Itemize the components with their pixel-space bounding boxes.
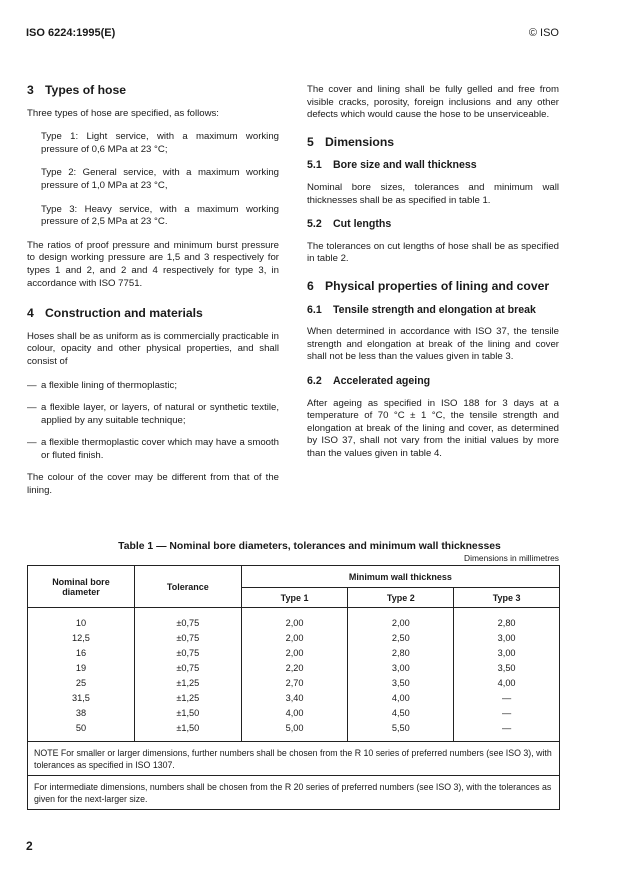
tolerance-cell: ±1,25 [134, 691, 241, 706]
section-6-1-heading [307, 304, 559, 317]
table-row [28, 616, 560, 631]
section-6-2-paragraph: After ageing as specified in ISO 188 for 3 days at a temperature of 70 °C ± 1 °C, the tensile strength and elongation at break of the lining and cover, as determined by ISO 37, shall not vary from the initial values by more than the values given in table 4. [307, 397, 559, 459]
type-1-cell: 2,20 [241, 661, 348, 676]
table-units: Dimensions in millimetres [464, 553, 559, 563]
type-2-cell: 3,50 [348, 676, 454, 691]
table-row [28, 631, 560, 646]
type-2-item: Type 2: General service, with a maximum working pressure of 1,0 MPa at 23 °C, [41, 167, 279, 191]
list-item-text: a flexible lining of thermoplastic; [41, 379, 177, 391]
type-3-cell: 3,50 [454, 661, 560, 676]
section-number: 6.1 [307, 303, 322, 316]
section-title: Types of hose [45, 83, 127, 97]
table-row [28, 691, 560, 706]
type-1-cell: 5,00 [241, 721, 348, 736]
column-header-type-1: Type 1 [241, 588, 348, 608]
type-1-cell: 2,00 [241, 646, 348, 661]
type-3-cell: 4,00 [454, 676, 560, 691]
table-row [28, 646, 560, 661]
type-3-cell: — [454, 721, 560, 736]
table-row [28, 661, 560, 676]
section-number: 5 [307, 134, 314, 149]
bore-cell: 50 [28, 721, 135, 736]
type-3-cell: — [454, 706, 560, 721]
type-2-cell: 2,80 [348, 646, 454, 661]
section-number: 3 [27, 83, 34, 97]
section-number: 4 [27, 306, 34, 321]
bore-cell: 25 [28, 676, 135, 691]
list-item [27, 380, 279, 393]
type-1-cell: 4,00 [241, 706, 348, 721]
section-title: Dimensions [325, 134, 395, 149]
tolerance-cell: ±1,25 [134, 676, 241, 691]
tolerance-cell: ±1,50 [134, 721, 241, 736]
type-2-cell: 5,50 [348, 721, 454, 736]
section-5-2-paragraph: The tolerances on cut lengths of hose shall be as specified in table 2. [307, 240, 559, 265]
tolerance-cell: ±0,75 [134, 646, 241, 661]
tolerance-cell: ±1,50 [134, 706, 241, 721]
dash-bullet: — [27, 379, 37, 391]
table-row [28, 706, 560, 721]
section-6-1-paragraph: When determined in accordance with ISO 37, the tensile strength and elongation at break of the lining and cover shall not be less than the values given in table 3. [307, 326, 559, 363]
section-4-intro: Hoses shall be as uniform as is commercially practicable in colour, opacity and other physical properties, and shall consist of [27, 330, 279, 367]
section-6-heading [307, 280, 559, 293]
type-3-cell: 3,00 [454, 646, 560, 661]
list-item-text: a flexible thermoplastic cover which may have a smooth or fluted finish. [41, 437, 279, 461]
page-number: 2 [26, 839, 33, 853]
type-1-cell: 2,70 [241, 676, 348, 691]
type-3-item: Type 3: Heavy service, with a maximum working pressure of 2,5 MPa at 23 °C. [41, 203, 279, 228]
table-note-1: NOTE For smaller or larger dimensions, further numbers shall be chosen from the R 10 series of preferred numbers (see ISO 3), with tolerances as specified in ISO 1307. [28, 742, 560, 776]
type-1-item: Type 1: Light service, with a maximum working pressure of 0,6 MPa at 23 °C; [41, 131, 279, 155]
list-item [27, 402, 279, 427]
bore-cell: 19 [28, 661, 135, 676]
table-row [28, 676, 560, 691]
type-2-cell: 3,00 [348, 661, 454, 676]
section-3-intro: Three types of hose are specified, as follows: [27, 107, 219, 119]
bore-dimensions-table [27, 565, 560, 810]
section-5-1-heading [307, 159, 559, 172]
type-2-cell: 4,00 [348, 691, 454, 706]
type-2-cell: 2,00 [348, 616, 454, 631]
type-1-cell: 3,40 [241, 691, 348, 706]
list-item [27, 437, 279, 462]
section-5-2-heading [307, 218, 559, 231]
type-1-cell: 2,00 [241, 616, 348, 631]
bore-cell: 38 [28, 706, 135, 721]
bore-cell: 10 [28, 616, 135, 631]
standard-number: ISO 6224:1995(E) [26, 27, 116, 39]
type-2-cell: 2,50 [348, 631, 454, 646]
cover-lining-paragraph: The cover and lining shall be fully gelled and free from visible cracks, porosity, foreign inclusions and any other defects which would cause the hose to be unserviceable. [307, 84, 559, 121]
column-header-tolerance: Tolerance [134, 566, 241, 608]
table-caption: Table 1 — Nominal bore diameters, tolerances and minimum wall thicknesses [118, 541, 501, 552]
tolerance-cell: ±0,75 [134, 661, 241, 676]
column-header-type-3: Type 3 [454, 588, 560, 608]
section-title: Cut lengths [333, 218, 392, 231]
tolerance-cell: ±0,75 [134, 616, 241, 631]
table-note-2: For intermediate dimensions, numbers shall be chosen from the R 20 series of preferred numbers (see ISO 3), with the tolerances as given for the next-larger size. [28, 776, 560, 810]
section-title: Tensile strength and elongation at break [333, 303, 536, 316]
section-5-heading [307, 136, 559, 149]
column-header-min-wall: Minimum wall thickness [241, 566, 559, 588]
section-title: Bore size and wall thickness [333, 159, 477, 172]
bore-cell: 31,5 [28, 691, 135, 706]
section-number: 5.1 [307, 159, 322, 172]
section-3-heading [27, 84, 279, 97]
section-6-2-heading [307, 375, 559, 388]
copyright-mark: © ISO [528, 27, 559, 39]
pressure-ratio-paragraph: The ratios of proof pressure and minimum burst pressure to design working pressure are 1,5 and 3 respectively for types 1 and 2, and 2 and 4 respectively for type 3, in accordance with ISO 7751. [27, 239, 279, 289]
section-5-1-paragraph: Nominal bore sizes, tolerances and minimum wall thicknesses shall be as specified in table 1. [307, 181, 559, 206]
bore-cell: 16 [28, 646, 135, 661]
list-item-text: a flexible layer, or layers, of natural or synthetic textile, applied by any suitable technique; [41, 402, 279, 426]
type-3-cell: 3,00 [454, 631, 560, 646]
section-number: 6 [307, 278, 314, 293]
column-header-type-2: Type 2 [348, 588, 454, 608]
type-2-cell: 4,50 [348, 706, 454, 721]
section-title: Physical properties of lining and cover [325, 278, 550, 293]
type-1-cell: 2,00 [241, 631, 348, 646]
table-row [28, 721, 560, 736]
cover-colour-paragraph: The colour of the cover may be different from that of the lining. [27, 472, 279, 497]
section-title: Accelerated ageing [333, 374, 431, 387]
type-3-cell: — [454, 691, 560, 706]
right-column [307, 84, 559, 471]
dash-bullet: — [27, 437, 37, 449]
type-3-cell: 2,80 [454, 616, 560, 631]
tolerance-cell: ±0,75 [134, 631, 241, 646]
left-column [27, 84, 279, 509]
section-number: 6.2 [307, 374, 322, 387]
column-header-bore: Nominal bore diameter [28, 566, 135, 608]
section-number: 5.2 [307, 218, 322, 231]
bore-cell: 12,5 [28, 631, 135, 646]
section-4-heading [27, 307, 279, 320]
section-title: Construction and materials [45, 306, 203, 321]
dash-bullet: — [27, 402, 37, 414]
